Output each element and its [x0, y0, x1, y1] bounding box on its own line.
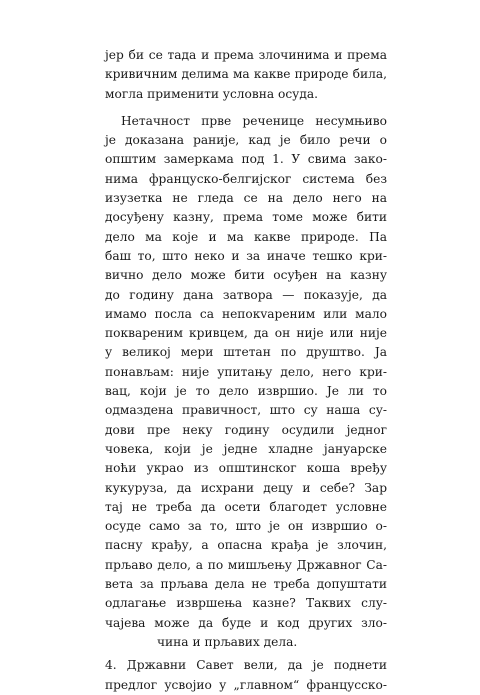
text-line: кривичним делима ма какве природе била,: [105, 67, 387, 82]
text-line: баш то, што неко и за иначе тешко кри-: [105, 248, 387, 263]
text-line: општим замеркама под 1. У свима зако-: [105, 152, 387, 167]
text-line: чина и прљавих дела.: [157, 634, 298, 649]
text-line: одмаздена правичност, што су наша су-: [105, 403, 387, 418]
text-line: нима француско-белгијског система без: [105, 171, 387, 186]
text-line: прљаво дело, а по мишљењу Државног Са-: [105, 557, 387, 572]
text-line: до годину дана затвора — показује, да: [105, 287, 387, 302]
body-text: [105, 46, 387, 695]
text-line: понављам: није упитању дело, него кри-: [105, 364, 387, 379]
text-line: поквареним кривцем, да он није или није: [105, 326, 387, 341]
text-line: имамо посла са непокvареним или мало: [105, 306, 387, 321]
text-line: јер би се тада и према злочинима и према: [105, 48, 387, 62]
text-line: је доказана раније, кад је било речи о: [105, 133, 387, 148]
text-line: изузетка не гледа се на дело него на: [105, 191, 387, 206]
text-line: у великој мери штетан по друштво. Ја: [105, 345, 387, 360]
text-line: дови пре неку годину осудили једног: [105, 422, 387, 437]
text-line: предлог усвојио у „главном“ францусско-: [105, 677, 387, 692]
text-line: досуђену казну, према томе може бити: [105, 210, 387, 225]
text-line: човека, који је једне хладне јануарске: [105, 441, 387, 456]
text-line: ноћи украо из општинског коша вређу: [105, 461, 387, 476]
text-line: могла применити условна осуда.: [105, 86, 318, 101]
text-line: осуде само за то, што је он извршио о-: [105, 519, 387, 534]
text-line: 4. Државни Савет вели, да је поднети: [105, 658, 387, 673]
text-line: тај не треба да осети благодет условне: [105, 499, 387, 514]
text-line: Нетачност прве реченице несумњиво: [121, 113, 387, 128]
text-line: вац, који је то дело извршио. Је ли то: [105, 384, 387, 399]
text-line: вета за прљава дела не треба допуштати: [105, 577, 387, 592]
text-line: пасну крађу, а опасна крађа је злочин,: [105, 538, 387, 553]
text-line: дело ма које и ма какве природе. Па: [105, 229, 387, 244]
text-line: одлагање извршења казне? Таквих слу-: [105, 596, 387, 611]
text-line: вично дело може бити осуђен на казну: [105, 268, 387, 283]
text-line: чајева може да буде и код других зло-: [105, 615, 387, 630]
text-line: кукуруза, да исхрани децу и себе? Зар: [105, 480, 387, 495]
